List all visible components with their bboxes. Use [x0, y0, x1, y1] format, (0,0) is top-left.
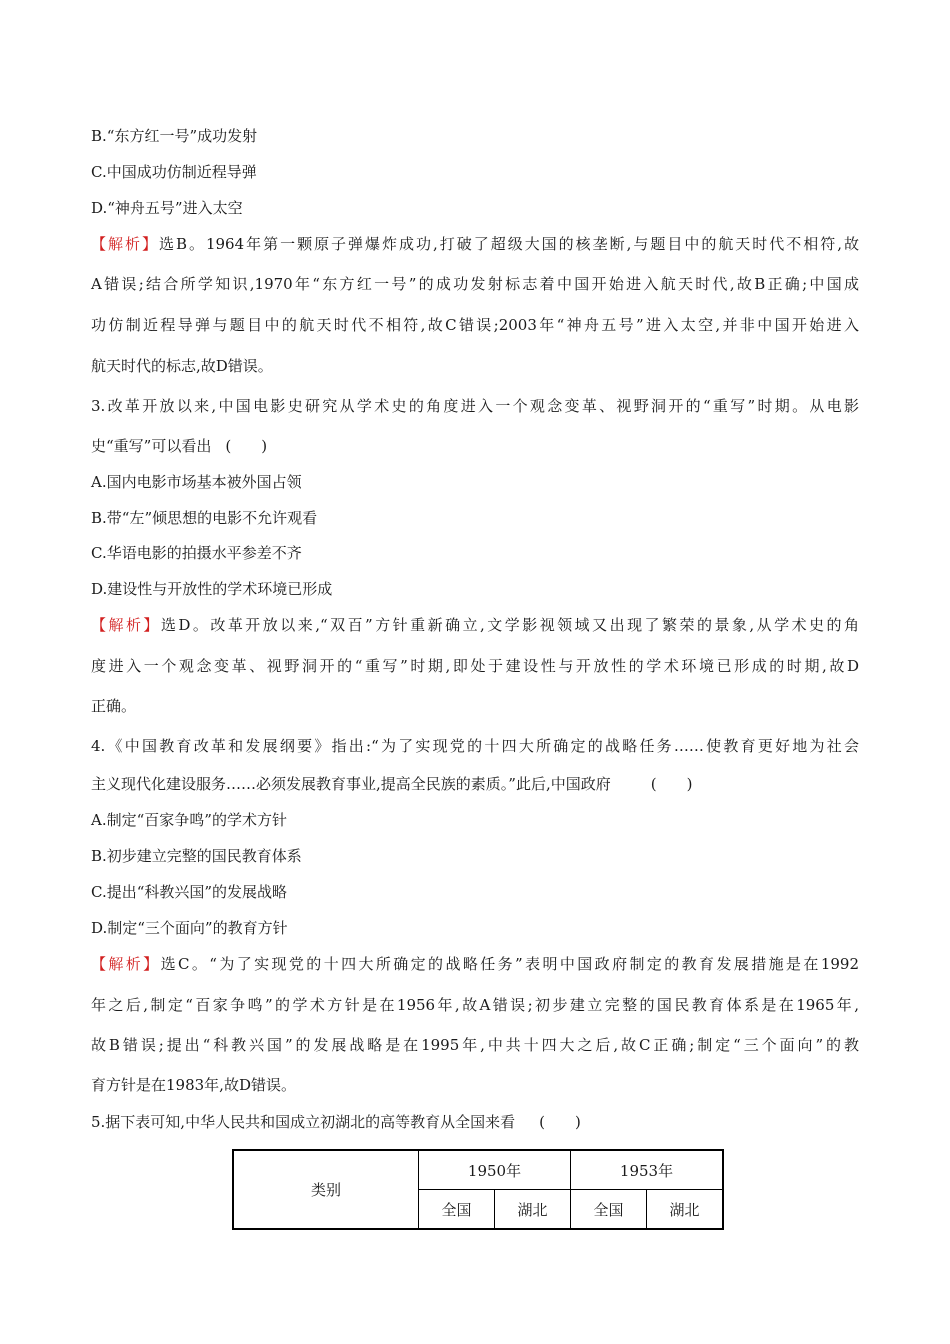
q5-answer-paren: ( )	[539, 1113, 581, 1131]
q3-option-d: D.建设性与开放性的学术环境已形成	[91, 580, 333, 598]
table-subheader-1953-hubei: 湖北	[647, 1190, 724, 1230]
q4-analysis-line-1: 【解析】选C。“为了实现党的十四大所确定的战略任务”表明中国政府制定的教育发展措施是在1992	[91, 955, 859, 973]
q3-stem-line-2: 史“重写”可以看出 ( )	[91, 437, 268, 455]
analysis-label: 【解析】	[91, 955, 161, 973]
q3-analysis-line-1: 【解析】选D。改革开放以来,“双百”方针重新确立,文学影视领域又出现了繁荣的景象,从学术史的角	[91, 616, 859, 634]
q4-option-d: D.制定“三个面向”的教育方针	[91, 919, 288, 937]
table-subheader-1953-national: 全国	[571, 1190, 647, 1230]
table-header-1953: 1953年	[571, 1150, 724, 1190]
q3-stem-line-1: 3.改革开放以来,中国电影史研究从学术史的角度进入一个观念变革、视野洞开的“重写”时期。从电影	[91, 397, 859, 415]
table-subheader-1950-hubei: 湖北	[495, 1190, 571, 1230]
q4-analysis-line-2: 年之后,制定“百家争鸣”的学术方针是在1956年,故A错误;初步建立完整的国民教育体系是在1965年,	[91, 996, 859, 1014]
q2-analysis-line-2: A错误;结合所学知识,1970年“东方红一号”的成功发射标志着中国开始进入航天时代,故B正确;中国成	[91, 275, 859, 293]
q4-stem-line-2: 主义现代化建设服务……必须发展教育事业,提高全民族的素质。”此后,中国政府 ( )	[91, 775, 693, 793]
q4-stem-line-1: 4.《中国教育改革和发展纲要》指出:“为了实现党的十四大所确定的战略任务……使教育更好地为社会	[91, 737, 859, 755]
table-header-1950: 1950年	[419, 1150, 571, 1190]
q4-option-a: A.制定“百家争鸣”的学术方针	[91, 811, 287, 829]
q3-analysis-line-3: 正确。	[91, 697, 137, 715]
table-subheader-1950-national: 全国	[419, 1190, 495, 1230]
q2-option-c: C.中国成功仿制近程导弹	[91, 163, 257, 181]
q3-option-c: C.华语电影的拍摄水平参差不齐	[91, 544, 302, 562]
q2-analysis-line-4: 航天时代的标志,故D错误。	[91, 357, 273, 375]
table-header-category: 类别	[233, 1150, 419, 1229]
education-table	[232, 1149, 724, 1230]
q2-option-d: D.“神舟五号”进入太空	[91, 199, 243, 217]
q3-option-b: B.带“左”倾思想的电影不允许观看	[91, 509, 318, 527]
q3-answer-paren: ( )	[225, 437, 268, 455]
q4-analysis-line-3: 故B错误;提出“科教兴国”的发展战略是在1995年,中共十四大之后,故C正确;制定“三个面向”的教	[91, 1036, 859, 1054]
q2-analysis-line-1: 【解析】选B。1964年第一颗原子弹爆炸成功,打破了超级大国的核垄断,与题目中的航天时代不相符,故	[91, 235, 859, 253]
q4-option-b: B.初步建立完整的国民教育体系	[91, 847, 302, 865]
q4-option-c: C.提出“科教兴国”的发展战略	[91, 883, 288, 901]
q4-answer-paren: ( )	[650, 775, 693, 793]
q5-stem: 5.据下表可知,中华人民共和国成立初湖北的高等教育从全国来看 ( )	[91, 1113, 581, 1131]
q3-analysis-line-2: 度进入一个观念变革、视野洞开的“重写”时期,即处于建设性与开放性的学术环境已形成的时期,故D	[91, 657, 859, 675]
q3-option-a: A.国内电影市场基本被外国占领	[91, 473, 302, 491]
q2-analysis-line-3: 功仿制近程导弹与题目中的航天时代不相符,故C错误;2003年“神舟五号”进入太空,并非中国开始进入	[91, 316, 859, 334]
q2-option-b: B.“东方红一号”成功发射	[91, 127, 258, 145]
analysis-label: 【解析】	[91, 235, 159, 253]
analysis-label: 【解析】	[91, 616, 161, 634]
q4-analysis-line-4: 育方针是在1983年,故D错误。	[91, 1076, 296, 1094]
